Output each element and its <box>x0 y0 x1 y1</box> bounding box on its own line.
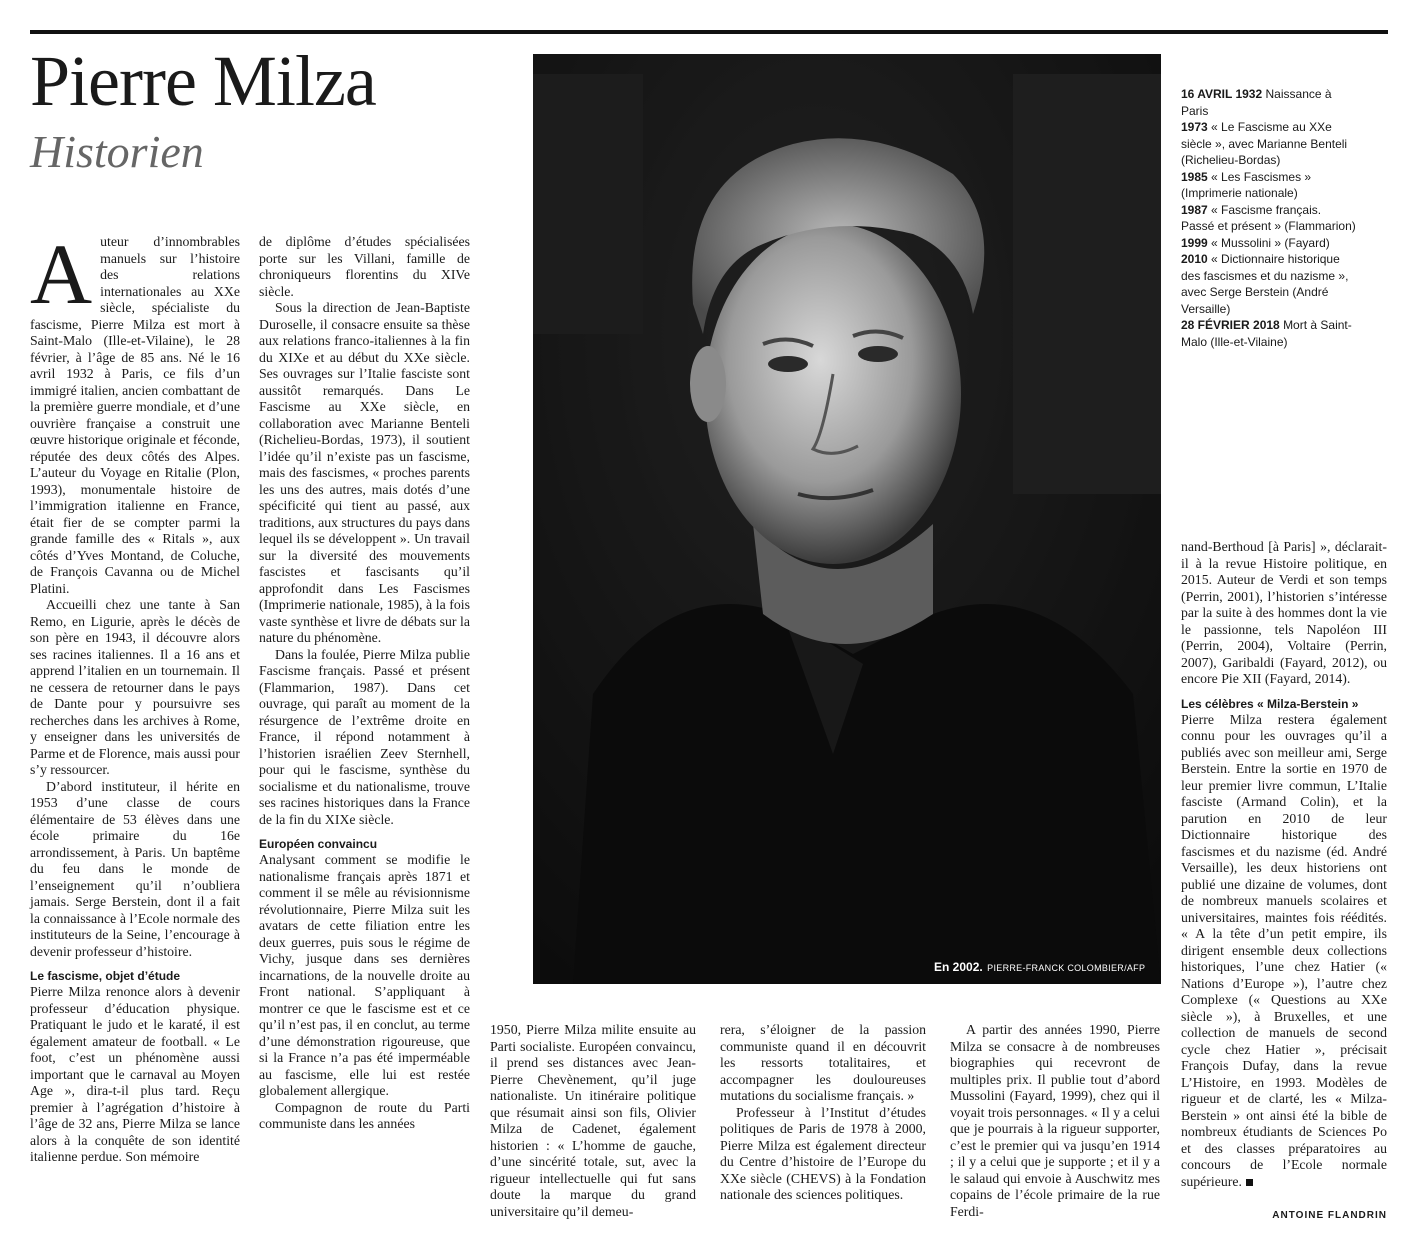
timeline-entry: 1985 « Les Fascismes » (Imprimerie nationale) <box>1181 169 1312 200</box>
paragraph: A partir des années 1990, Pierre Milza se consacre à de nombreuses biographies qui recevront de multiples prix. Il publie tout d’abord Mussolini (Fayard, 1999), chez qui il voyait trois personnages. « Il y a celui que je pourrais à la rigueur supporter, c’est le premier qui va jusqu’en 1914 ; il y a celui que je supporte ; et il y a le salaud qui envoie à Auschwitz mes copains de l’école primaire de la rue Ferdi- <box>950 1022 1160 1219</box>
section-heading: Les célèbres « Milza-Berstein » <box>1181 696 1359 711</box>
article-subtitle: Historien <box>30 126 204 177</box>
section-heading: Le fascisme, objet d’étude <box>30 969 181 983</box>
end-mark <box>1246 1179 1253 1186</box>
timeline-entry: 2010 « Dictionnaire historique des fascismes et du nazisme », avec Serge Berstein (André Versaille) <box>1181 252 1349 316</box>
column-3 <box>490 1022 696 1220</box>
column-2 <box>259 234 470 1133</box>
paragraph: de diplôme d’études spécialisées porte sur les Villani, famille de chroniqueurs florentins du XIVe siècle. <box>259 234 470 299</box>
paragraph: Auteur d’innombrables manuels sur l’histoire des relations internationales au XXe siècle, spécialiste du fascisme, Pierre Milza est mort à Saint-Malo (Ille-et-Vilaine), le 28 février, à l’âge de 85 ans. Né le 16 avril 1932 à Paris, ce fils d’un immigré italien, ancien combattant de la première guerre mondiale, et d’une ouvrière française a construit une œuvre historique originale et féconde, réputée des deux côtés des Alpes. L’auteur du Voyage en Ritalie (Plon, 1993), monumentale histoire de l’immigration italienne en France, était fier de se compter parmi la grande famille des « Ritals », aux côtés d’Yves Montand, de Coluche, de François Cavanna ou de Michel Platini. <box>30 226 240 596</box>
paragraph: 1950, Pierre Milza milite ensuite au Parti socialiste. Européen convaincu, il prend ses distances avec Jean-Pierre Chevènement, qu’il juge nationaliste. Un itinéraire politique que résumait ainsi son fils, Olivier Milza de Cadenet, également historien : « L’homme de gauche, d’une sincérité totale, sut, avec la rigueur intellectuelle qui fut sans doute la marque du grand universitaire qu’il demeu- <box>490 1022 696 1219</box>
paragraph: Dans la foulée, Pierre Milza publie Fascisme français. Passé et présent (Flammarion, 1987). Dans cet ouvrage, qui paraît au moment de la résurgence de l’extrême droite en France, il répond notamment à l’historien israélien Zeev Sternhell, pour qui le fascisme, synthèse du socialisme et du nationalisme, trouve ses racines historiques dans la France de la fin du XIXe siècle. <box>259 646 470 827</box>
portrait-photo <box>533 54 1161 984</box>
paragraph: nand-Berthoud [à Paris] », déclarait-il à la revue Histoire politique, en 2015. Auteur de Verdi et son temps (Perrin, 2001), l’historien s’intéresse par la suite à des hommes dont la vie le passionne, tels Napoléon III (Perrin, 2004), Voltaire (Perrin, 2007), Garibaldi (Fayard, 2012), ou encore Pie XII (Fayard, 2014). <box>1181 539 1387 686</box>
paragraph: Pierre Milza renonce alors à devenir professeur d’éducation physique. Pratiquant le judo et le karaté, il est également amateur de football. « Le foot, c’est un phénomène aussi important que le carnaval au Moyen Age », dira-t-il plus tard. Reçu premier à l’agrégation d’histoire à l’âge de 32 ans, Pierre Milza se lance alors à la conquête de son identité italienne perdue. Son mémoire <box>30 984 240 1164</box>
section-heading: Européen convaincu <box>259 837 378 851</box>
portrait-illustration <box>533 54 1161 984</box>
column-1 <box>30 226 240 1166</box>
paragraph: rera, s’éloigner de la passion communiste quand il en découvrit les ressorts totalitaires, et accompagner les douloureuses mutations du socialisme français. » <box>720 1022 926 1103</box>
caption-credit: PIERRE-FRANCK COLOMBIER/AFP <box>987 963 1146 973</box>
photo-caption <box>934 958 1145 976</box>
paragraph: Sous la direction de Jean-Baptiste Duroselle, il consacre ensuite sa thèse aux relations franco-italiennes à la fin du XIXe et au début du XXe siècle. Ses ouvrages sur l’Italie fasciste sont aussitôt remarqués. Dans Le Fascisme au XXe siècle, en collaboration avec Marianne Benteli (Richelieu-Bordas, 1973), il soutient l’idée qu’il n’existe pas un fascisme, mais des fascismes, « proches parents les uns des autres, mais dotés d’une spécificité qui tient au passé, aux traditions, aux structures du pays dans lequel ils se développent ». Un travail sur la diversité des mouvements fascistes et fascisants qu’il approfondit dans Les Fascismes (Imprimerie nationale, 1985), à la fois vaste synthèse et livre de débats sur la nature du phénomène. <box>259 300 470 645</box>
timeline-entry: 1973 « Le Fascisme au XXe siècle », avec Marianne Benteli (Richelieu-Bordas) <box>1181 120 1348 167</box>
timeline-entry: 1987 « Fascisme français. Passé et présent » (Flammarion) <box>1181 202 1356 233</box>
paragraph: Compagnon de route du Parti communiste dans les années <box>259 1099 470 1131</box>
column-5 <box>950 1022 1160 1220</box>
author-signature: ANTOINE FLANDRIN <box>1272 1210 1387 1221</box>
paragraph: D’abord instituteur, il hérite en 1953 d’une classe de cours élémentaire de 53 élèves dans une école primaire du 16e arrondissement, à Paris. Un baptême du feu dans le monde de l’enseignement qu’il n’oubliera jamais. Serge Berstein, dont il a fait la connaissance à l’Ecole normale des instituteurs de la Seine, l’encourage à devenir professeur d’histoire. <box>30 778 240 959</box>
column-6 <box>1181 539 1387 1190</box>
caption-date: En 2002. <box>934 960 983 974</box>
column-4 <box>720 1022 926 1204</box>
article-title: Pierre Milza <box>30 41 376 121</box>
drop-cap: A <box>30 226 93 322</box>
paragraph: Professeur à l’Institut d’études politiques de Paris de 1978 à 2000, Pierre Milza est également directeur du Centre d’histoire de l’Europe du XXe siècle (CHEVS) à la Fondation nationale des sciences politiques. <box>720 1104 926 1202</box>
timeline-entry: 28 FÉVRIER 2018 Mort à Saint-Malo (Ille-et-Vilaine) <box>1181 318 1352 349</box>
paragraph: Analysant comment se modifie le nationalisme français après 1871 et comment il se mêle au révisionnisme révolutionnaire, Pierre Milza suit les avatars de cette filiation entre les deux guerres, puis sous le régime de Vichy, jusque dans ses dernières incarnations, de la nouvelle droite au Front national. S’appliquant à montrer ce que le fascisme est et ce qu’il n’est pas, il en conclut, au terme d’une démonstration rigoureuse, que si la France n’a pas été imperméable au fascisme, elle lui est restée globalement allergique. <box>259 852 470 1098</box>
timeline-entry: 1999 « Mussolini » (Fayard) <box>1181 235 1330 250</box>
top-rule <box>30 30 1388 34</box>
paragraph: Accueilli chez une tante à San Remo, en Ligurie, après le décès de son père en 1943, il découvre alors ses racines italiennes. Il a 16 ans et apprend l’italien en un tournemain. Il ne cessera de retourner dans le pays de Dante pour y poursuivre ses recherches dans les archives à Rome, y enseigner dans les universités de Parme et de Florence, mais aussi pour s’y ressourcer. <box>30 597 240 777</box>
timeline-box <box>1181 86 1356 350</box>
timeline-entry: 16 AVRIL 1932 Naissance à Paris <box>1181 87 1332 118</box>
paragraph: Pierre Milza restera également connu pour les ouvrages qu’il a publiés avec son meilleur ami, Serge Berstein. Entre la sortie en 1970 de leur premier livre commun, L’Italie fasciste (Armand Colin), et la parution en 2010 de leur Dictionnaire historique des fascismes et du nazisme (éd. André Versaille), les deux historiens ont publié une dizaine de volumes, dont de nombreux manuels scolaires et universitaires, maintes fois réédités. « A la tête d’un petit empire, ils dirigent ensemble deux collections historiques, l’une chez Hatier (« Nations d’Europe »), l’autre chez Complexe (« Questions au XXe siècle »), à Bruxelles, et une collection de manuels de second cycle chez Hatier », précisait François Dufay, dans la revue L’Histoire, en 1993. Modèles de rigueur et de clarté, les « Milza-Berstein » ont ainsi été la bible de nombreux étudiants de Sciences Po et des classes préparatoires au concours de l’Ecole normale supérieure. <box>1181 711 1387 1189</box>
